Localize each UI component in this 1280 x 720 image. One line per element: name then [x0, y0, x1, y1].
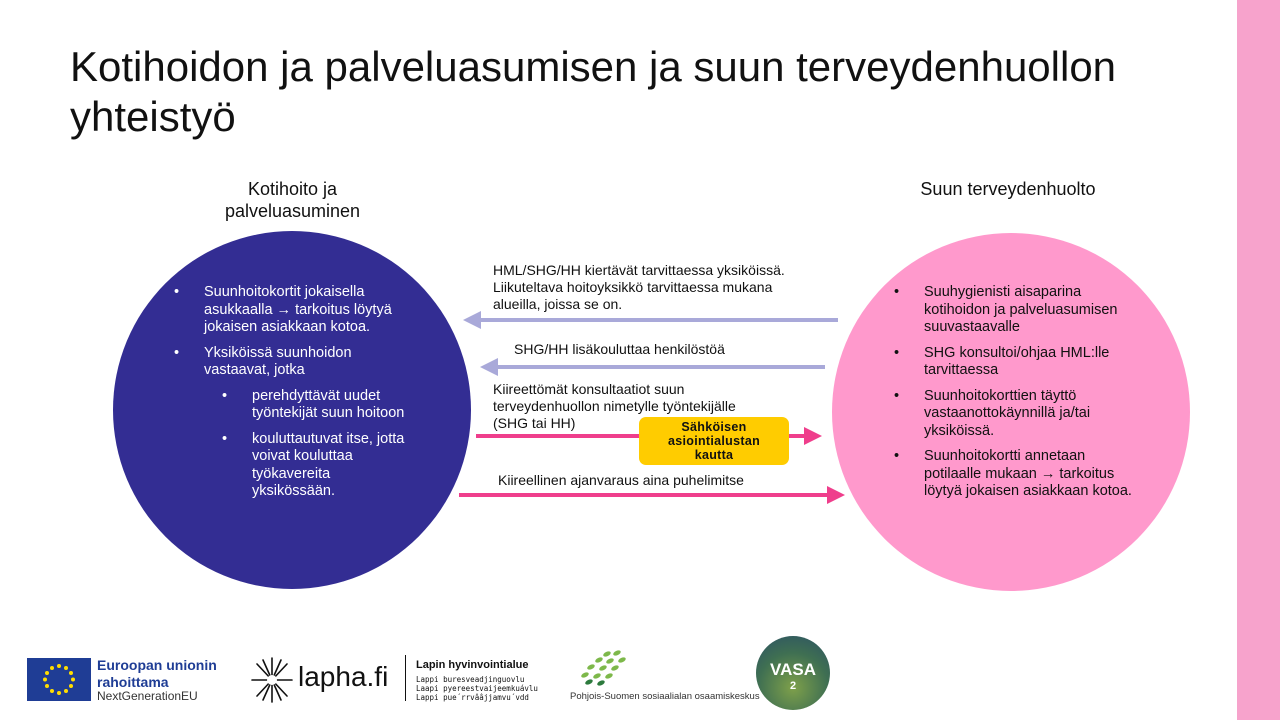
- left-sub-bullet: • kouluttautuvat itse, jotta voivat kouluttaa työkavereita yksikössään.: [222, 431, 414, 501]
- eu-line1: Euroopan unionin: [97, 657, 217, 673]
- vasa-word: VASA: [770, 660, 816, 679]
- arrow-label-1-line3: alueilla, joissa se on.: [493, 296, 623, 312]
- arrow-label-4: Kiireellinen ajanvaraus aina puhelimitse: [498, 472, 744, 488]
- eu-flag-logo: [27, 658, 91, 701]
- arrow-to-left-2: [480, 358, 825, 376]
- footer-divider: [405, 655, 406, 701]
- slide-title: Kotihoidon ja palveluasumisen ja suun terveydenhuollon yhteistyö: [70, 43, 1117, 140]
- badge-line2: asiointialustan: [667, 434, 761, 448]
- lapha-sun-icon: [250, 656, 294, 704]
- arrow-label-3-line1: Kiireettömät konsultaatiot suun: [493, 381, 685, 397]
- eu-stars-icon: [27, 658, 91, 701]
- badge-line3: kautta: [694, 448, 734, 462]
- lapin-sub-line3: Lappi pue´rrvââjjamvu´vdd: [416, 693, 529, 702]
- arrow-label-2: SHG/HH lisäkouluttaa henkilöstöä: [514, 341, 725, 357]
- pohjois-suomen-logo-icon: [577, 648, 633, 688]
- pohjois-suomen-text: Pohjois-Suomen sosiaalialan osaamiskeskus: [570, 691, 760, 702]
- right-bullet: • Suunhoitokortti annetaan potilaalle mukaan → tarkoitus löytyä jokaisen asiakkaan kotoa.: [894, 448, 1139, 501]
- electronic-platform-badge: [639, 417, 789, 465]
- lapha-logo-text: lapha.fi: [298, 661, 389, 692]
- lapin-hyvinvointialue-title: Lapin hyvinvointialue: [416, 659, 529, 671]
- arrow-label-1-line1: HML/SHG/HH kiertävät tarvittaessa yksiköissä.: [493, 262, 785, 278]
- arrow-label-1-line2: Liikuteltava hoitoyksikkö tarvittaessa mukana: [493, 279, 773, 295]
- vasa2-logo: [756, 636, 830, 710]
- left-heading-line1: Kotihoito ja: [247, 179, 338, 199]
- right-bullet: • Suuhygienisti aisaparina kotihoidon ja palveluasumisen suuvastaavalle: [894, 284, 1139, 337]
- arrow-to-left-1: [463, 311, 838, 329]
- eu-funding-text: [97, 657, 217, 691]
- left-bullet: Yksiköissä suunhoidon vastaavat, jotka: [204, 344, 352, 378]
- right-bullet: • Suunhoitokorttien täyttö vastaanottokäynnillä ja/tai yksiköissä.: [894, 388, 1139, 441]
- arrow-label-3-line2: terveydenhuollon nimetylle työntekijälle: [493, 398, 736, 414]
- left-sub-bullet: • perehdyttävät uudet työntekijät suun hoitoon: [222, 388, 414, 423]
- right-heading: Suun terveydenhuolto: [920, 179, 1096, 199]
- lapin-sub-line1: Lappi buresveadjinguovlu: [416, 675, 525, 684]
- vasa-number: 2: [789, 680, 797, 692]
- left-heading-line2: palveluasuminen: [224, 201, 361, 221]
- lapin-sub-line2: Laapi pyereestvaijeemkuávlu: [416, 684, 538, 693]
- right-bullet: • SHG konsultoi/ohjaa HML:lle tarvittaessa: [894, 345, 1139, 380]
- eu-nextgen-text: NextGenerationEU: [97, 689, 198, 703]
- left-bullet: • Suunhoitokortit jokaisella asukkaalla → tarkoitus löytyä jokaisen asiakkaan kotoa.: [174, 284, 414, 337]
- eu-line2: rahoittama: [97, 674, 169, 690]
- badge-line1: Sähköisen: [681, 420, 747, 434]
- arrow-label-1: [493, 262, 838, 313]
- arrow-label-3-line3: (SHG tai HH): [493, 415, 576, 431]
